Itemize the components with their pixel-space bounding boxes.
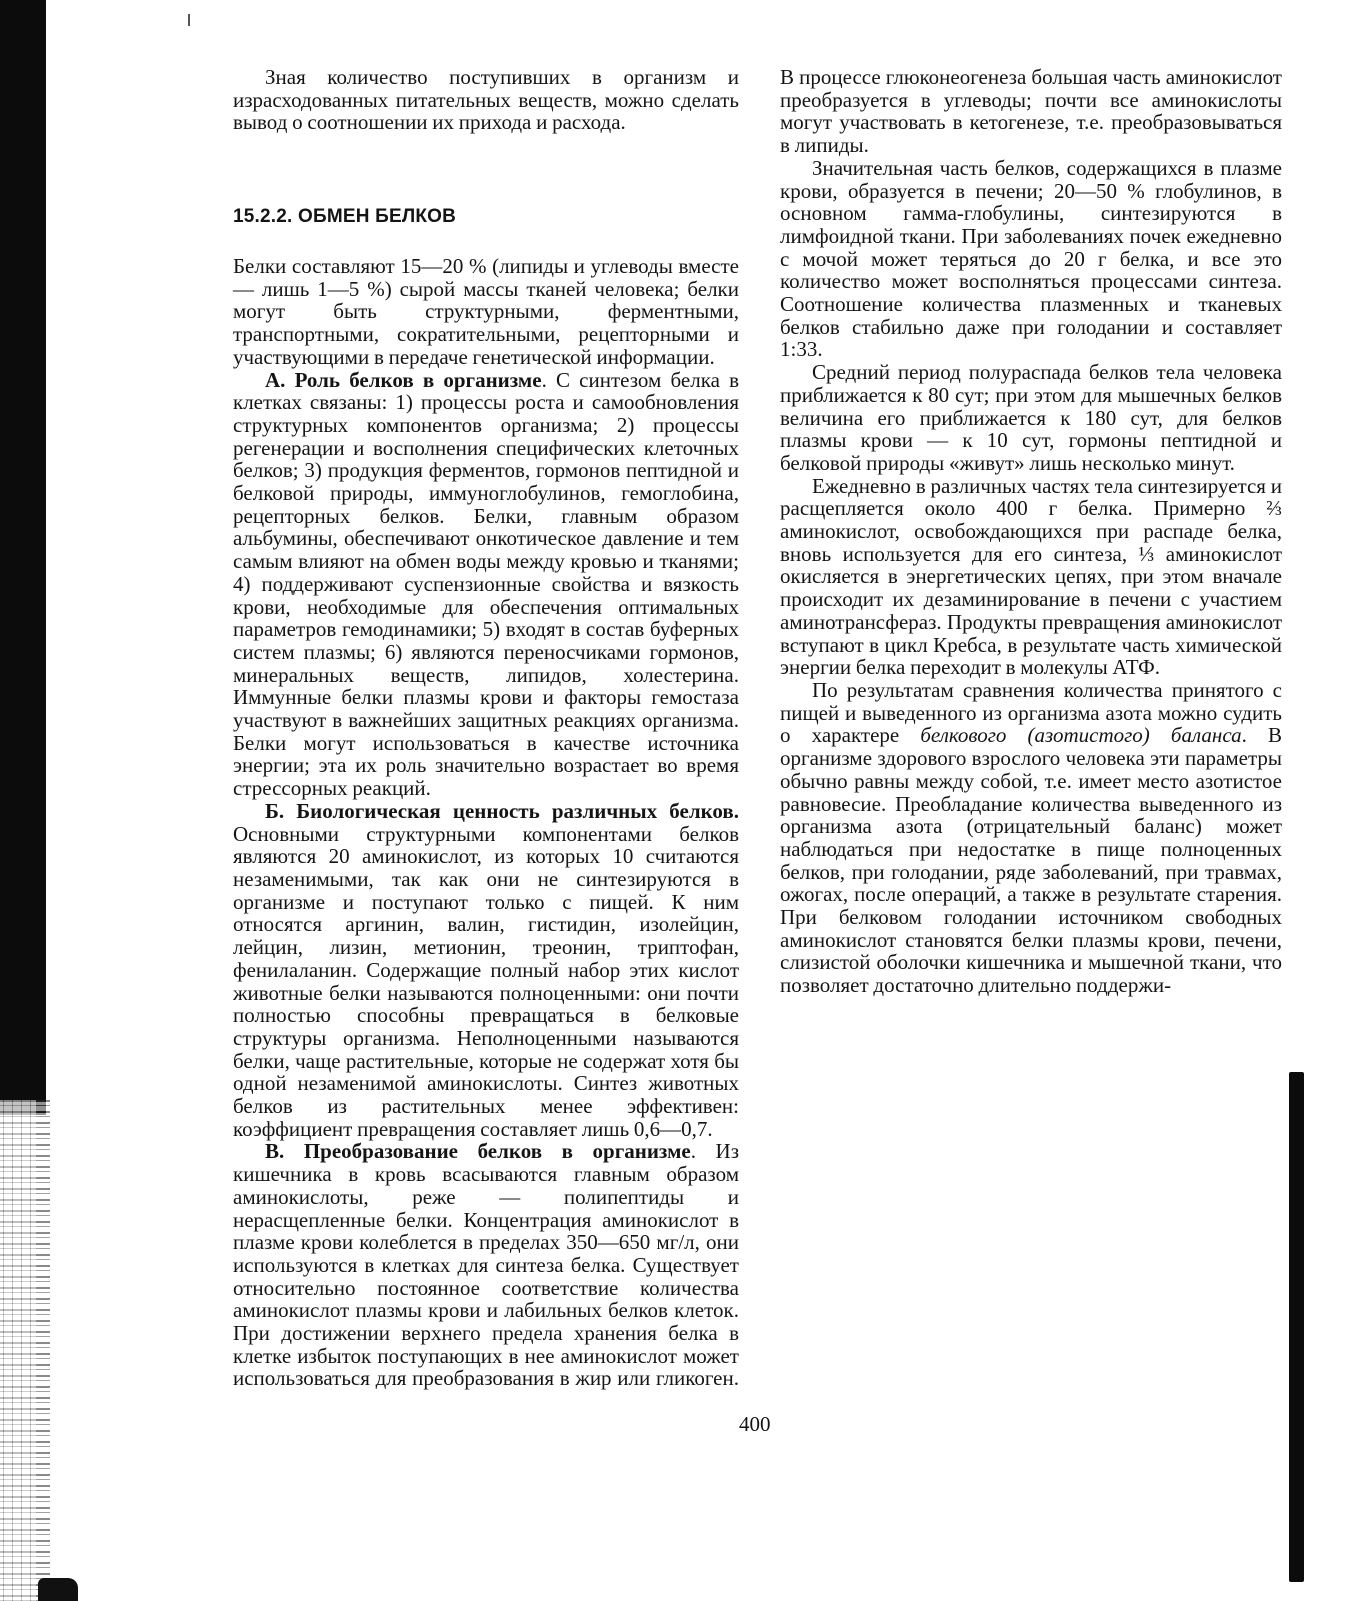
paragraph-plasma-proteins: Значительная часть белков, содержащихся в плазме крови, образуется в печени; 20—50 % глобулинов, в основном гамма-глобулины, синтезируются в лимфоидной ткани. При заболеваниях почек ежедневно с мочой может теряться до 20 г белка, и все это количество может восполняться процессами синтеза. Соотношение количества плазменных и тканевых белков стабильно даже при голодании и составляет 1:33. xyxy=(780,155,1282,362)
paragraph-biological-value-lead: Б. Биологическая ценность различных белков. xyxy=(265,798,739,823)
left-column-body xyxy=(233,255,739,1390)
scan-mark-top xyxy=(188,14,190,26)
paragraph-proteins-composition: Белки составляют 15—20 % (липиды и углеводы вместе — лишь 1—5 %) сырой массы тканей человека; белки могут быть структурными, ферментными, транспортными, сократительными, рецепторными и участвующими в передаче генетической информации. xyxy=(233,254,739,369)
scan-blob-bottom xyxy=(38,1578,78,1601)
paragraph-transformation-text-start: . Из кишечника в кровь всасываются главным образом аминокислоты, реже — полипептиды и нерасщепленные белки. Концентрация аминокислот в плазме крови колеблется в пределах 350—650 мг/л, они используются в клетках для синтеза белка. Существует относительно постоянное соответствие количества аминокислот плазмы крови и лабильных белков клеток. При достижении верхнего предела хранения белка в клетке избыток поступающих в нее аминокислот может использоваться для преобразования в жир или гликоген. xyxy=(233,1139,739,1391)
paragraph-half-life: Средний период полураспада белков тела человека приближается к 80 сут; при этом для мышечных белков величина его приближается к 180 сут, для белков плазмы крови — к 10 сут, гормоны пептидной и белковой природы «живут» лишь несколько минут. xyxy=(780,360,1282,475)
scan-shadow-left xyxy=(0,0,46,1115)
scan-noise-left-vertical xyxy=(0,1100,36,1601)
right-column xyxy=(780,66,1282,997)
paragraph-transformation xyxy=(233,1140,739,1390)
paragraph-role-lead: А. Роль белков в организме xyxy=(265,367,542,392)
paragraph-nitrogen-balance xyxy=(780,679,1282,997)
nitrogen-balance-text-b: . В организме здорового взрослого человека эти параметры обычно равны между собой, т.е. имеет место азотистое равновесие. Преобладание количества выведенного из организма азота (отрицательный баланс) может наблюдаться при недостатке в пище полноценных белков, при голодании, ряде заболеваний, при травмах, ожогах, после операций, а также в результате старения. При белковом голодании источником свободных аминокислот становятся белки плазмы крови, печени, слизистой оболочки кишечника и мышечной ткани, что позволяет достаточно длительно поддержи- xyxy=(780,723,1282,998)
nitrogen-balance-text-a: По результатам сравнения количества принятого с пищей и выведенного из организма азота можно судить о характере xyxy=(780,677,1282,748)
paragraph-role-text: . С синтезом белка в клетках связаны: 1) процессы роста и самообновления структурных компонентов организма; 2) процессы регенерации и восполнения специфических клеточных белков; 3) продукция ферментов, гормонов пептидной и белковой природы, иммуноглобулинов, гемоглобина, рецепторных белков. Белки, главным образом альбумины, обеспечивают онкотическое давление и тем самым влияют на обмен воды между кровью и тканями; 4) поддерживают суспензионные свойства и вязкость крови, необходимые для обеспечения оптимальных параметров гемодинамики; 5) входят в состав буферных систем плазмы; 6) являются переносчиками гормонов, минеральных веществ, липидов, холестерина. Иммунные белки плазмы крови и факторы гемостаза участвуют в важнейших защитных реакциях организма. Белки могут использоваться в качестве источника энергии; эта их роль значительно возрастает во время стрессорных реакций. xyxy=(233,367,739,801)
section-heading: 15.2.2. ОБМЕН БЕЛКОВ xyxy=(233,206,457,227)
paragraph-role-of-proteins xyxy=(233,369,739,800)
scan-shadow-right xyxy=(1289,1072,1304,1582)
paragraph-transformation-lead: В. Преобразование белков в организме xyxy=(265,1139,691,1164)
left-column xyxy=(233,66,739,134)
paragraph-daily-turnover: Ежедневно в различных частях тела синтезируется и расщепляется около 400 г белка. Примерно ⅔ аминокислот, освобождающихся при распаде белка, вновь используется для его синтеза, ⅓ аминокислот окисляется в энергетических цепях, при этом вначале происходит их дезаминирование в печени с участием аминотрансфераз. Продукты превращения аминокислот вступают в цикл Кребса, в результате часть химической энергии белка переходит в молекулы АТФ. xyxy=(780,473,1282,680)
paragraph-biological-value xyxy=(233,800,739,1141)
nitrogen-balance-italic-term: белкового (азотистого) баланса xyxy=(920,723,1242,748)
paragraph-transformation-continued: В процессе глюконеогенеза большая часть аминокислот преобразуется в углеводы; почти все аминокислоты могут участвовать в кетогенезе, т.е. преобразовываться в липиды. xyxy=(780,65,1282,158)
page-number: 400 xyxy=(739,1412,771,1436)
intro-paragraph: Зная количество поступивших в организм и израсходованных питательных веществ, можно сделать вывод о соотношении их прихода и расхода. xyxy=(233,65,739,135)
paragraph-biological-value-text: Основными структурными компонентами белков являются 20 аминокислот, из которых 10 считаются незаменимыми, так как они не синтезируются в организме и поступают только с пищей. К ним относятся аргинин, валин, гистидин, изолейцин, лейцин, лизин, метионин, треонин, триптофан, фенилаланин. Содержащие полный набор этих кислот животные белки называются полноценными: они почти полностью способны превращаться в белковые структуры организма. Неполноценными называются белки, чаще растительные, которые не содержат хотя бы одной незаменимой аминокислоты. Синтез животных белков из растительных менее эффективен: коэффициент превращения составляет лишь 0,6—0,7. xyxy=(233,821,739,1141)
